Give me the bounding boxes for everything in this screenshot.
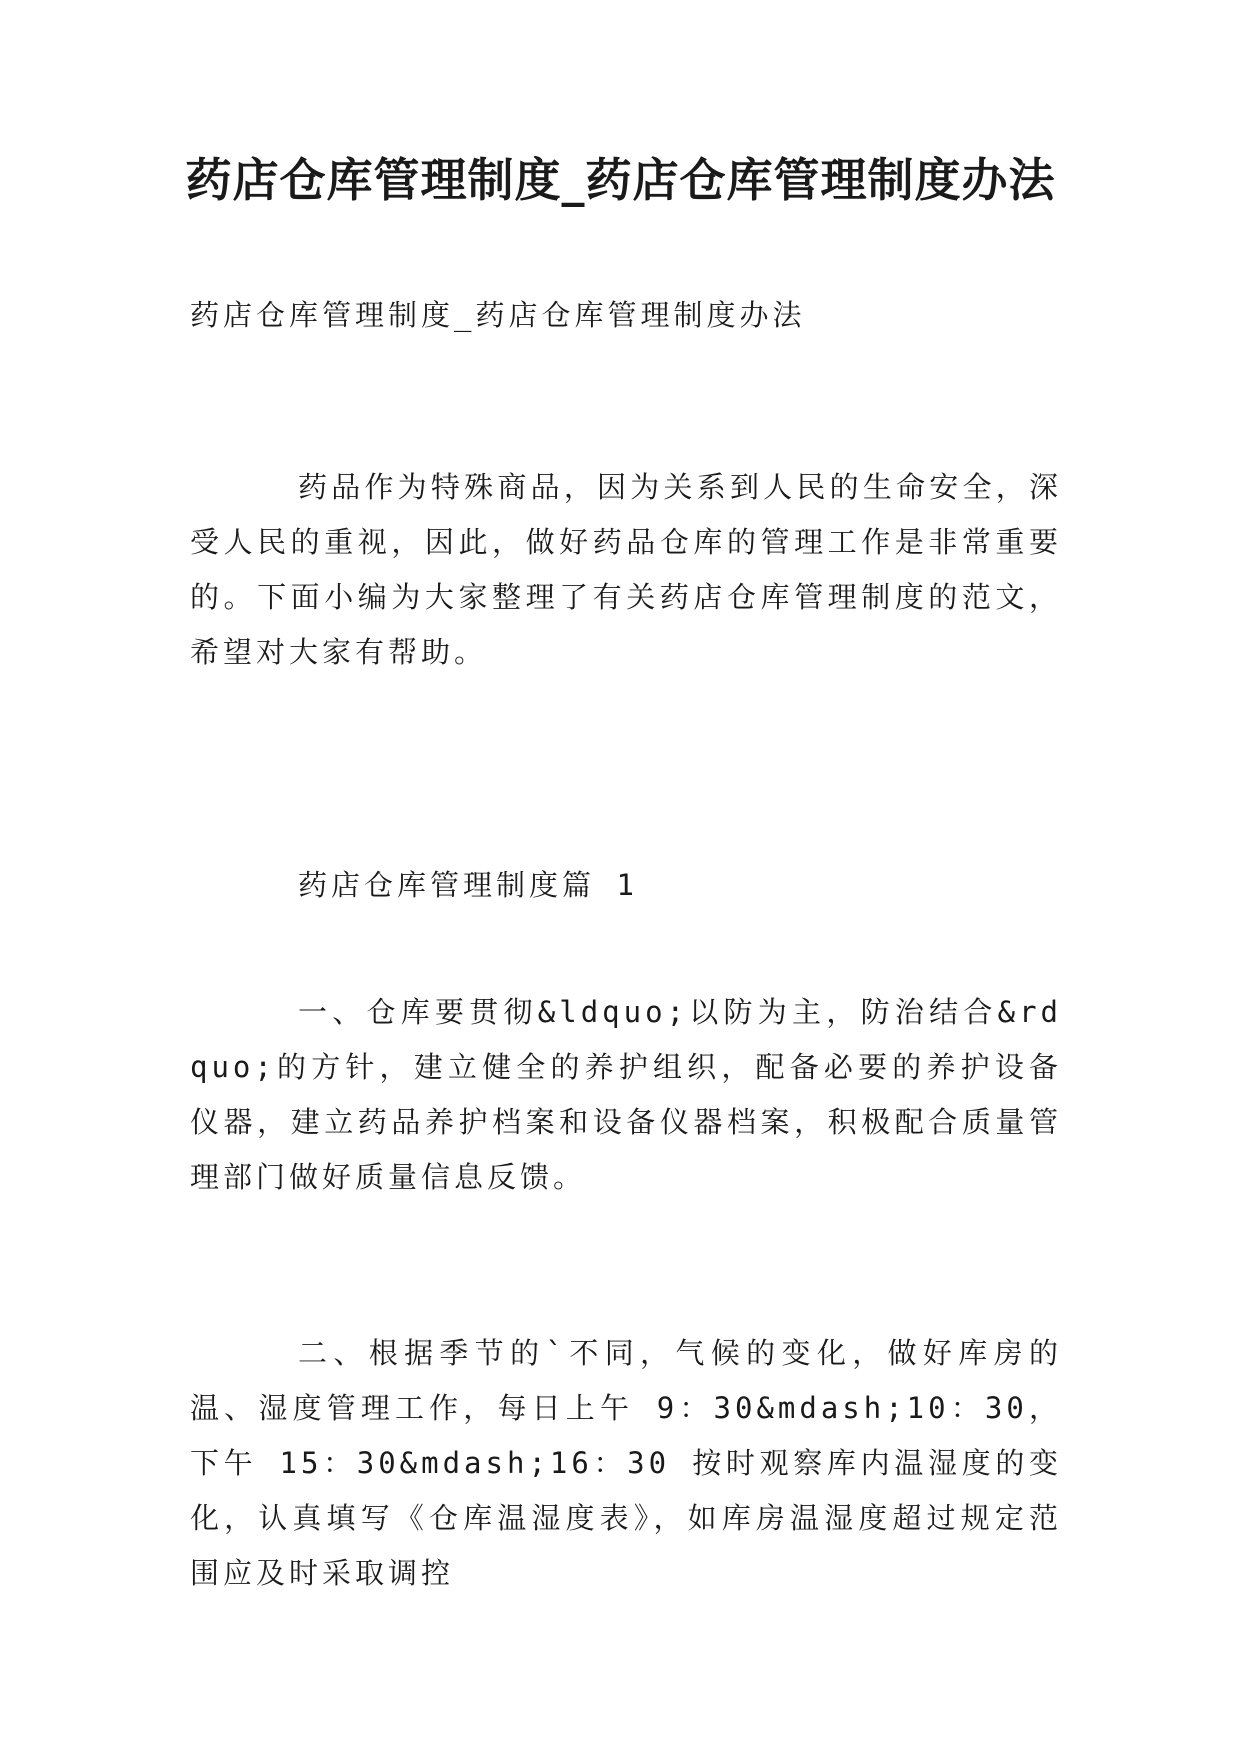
rule-item-1: 一、仓库要贯彻&ldquo;以防为主，防治结合&rdquo;的方针，建立健全的养护组织，配备必要的养护设备仪器，建立药品养护档案和设备仪器档案，积极配合质量管理部门做好质量信息反馈。 <box>190 995 1062 1194</box>
document-subtitle: 药店仓库管理制度_药店仓库管理制度办法 <box>190 298 806 332</box>
document-title: 药店仓库管理制度_药店仓库管理制度办法 <box>185 153 1056 207</box>
rule-item-2: 二、根据季节的`不同，气候的变化，做好库房的温、湿度管理工作，每日上午 9：30&mdash;10：30，下午 15：30&mdash;16：30 按时观察库内温湿度的变化，认真填写《仓库温湿度表》，如库房温湿度超过规定范围应及时采取调控 <box>190 1336 1062 1590</box>
intro-paragraph: 药品作为特殊商品，因为关系到人民的生命安全，深受人民的重视，因此，做好药品仓库的管理工作是非常重要的。下面小编为大家整理了有关药店仓库管理制度的范文，希望对大家有帮助。 <box>190 470 1062 669</box>
section-heading: 药店仓库管理制度篇 1 <box>298 868 638 902</box>
